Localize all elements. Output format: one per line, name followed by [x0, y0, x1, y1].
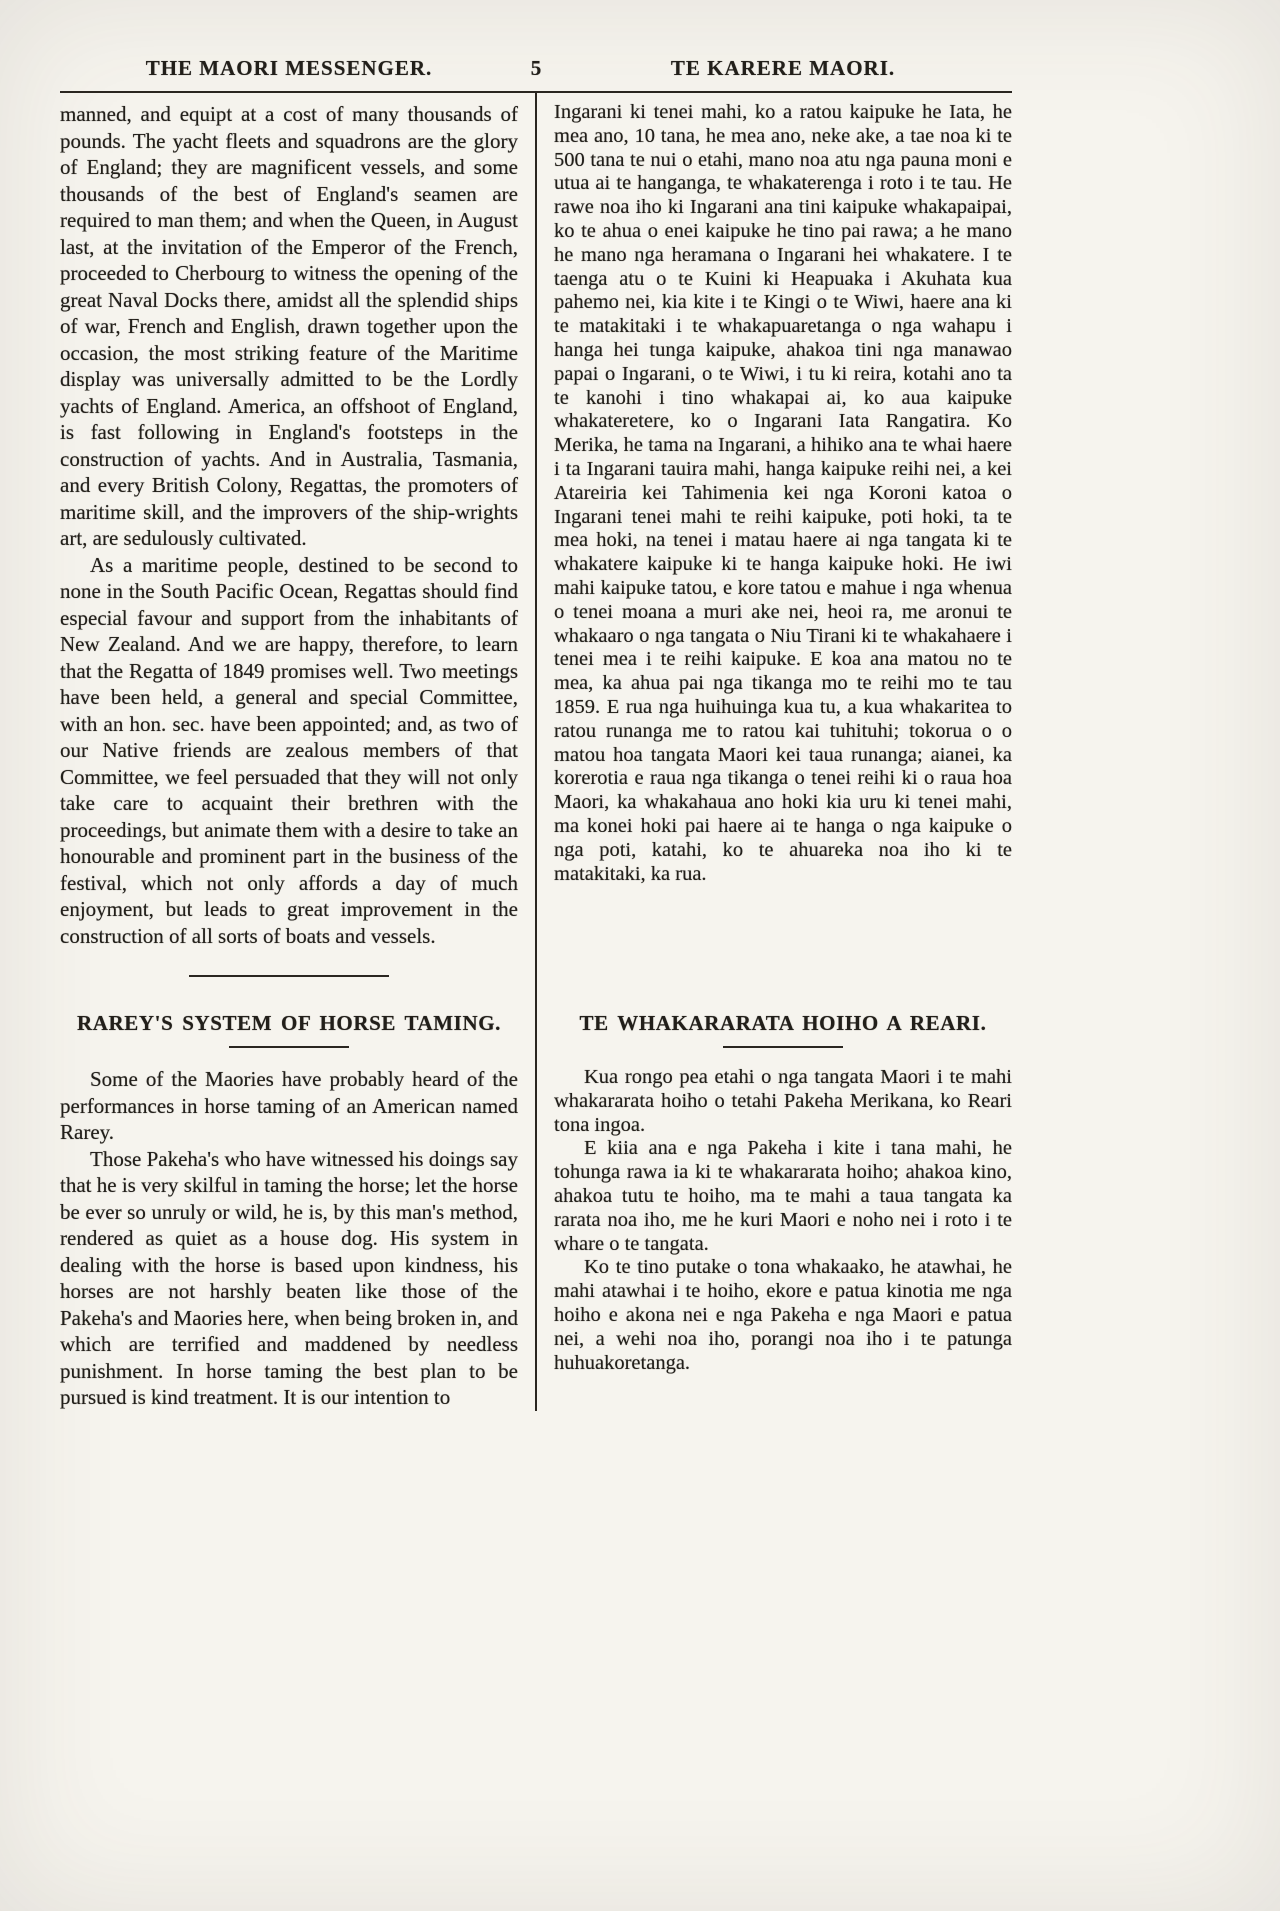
page-number: 5 [530, 56, 542, 80]
maori-section-paragraph: Kua rongo pea etahi o nga tangata Maori i te mahi whakararata hoiho o tetahi Pakeha Merikana, ko Reari tona ingoa. [554, 1066, 1012, 1136]
english-section-heading: RAREY'S SYSTEM OF HORSE TAMING. [76, 1011, 502, 1035]
article-separator-rule [189, 975, 389, 977]
english-column-section [60, 949, 518, 1411]
maori-section-paragraph: E kiia ana e nga Pakeha i kite i tana mahi, he tohunga rawa ia ki te whakararata hoiho; ahakoa kino, ahakoa tutu te hoiho, ma te mahi a taua tangata ka rarata noa iho, me he kuri Maori e noho nei i roto i te whare o te tangata. [554, 1137, 1012, 1255]
two-column-body [60, 93, 1012, 1411]
english-article-paragraph: manned, and equipt at a cost of many thousands of pounds. The yacht fleets and squadrons are the glory of England; they are magnificent vessels, and some thousands of the best of England's seamen are required to man them; and when the Queen, in August last, at the invitation of the Emperor of the French, proceeded to Cherbourg to witness the opening of the great Naval Docks there, amidst all the splendid ships of war, French and English, drawn together upon the occasion, the most striking feature of the Maritime display was universally admitted to be the Lordly yachts of England. America, an offshoot of England, is fast following in England's footsteps in the construction of yachts. And in Australia, Tasmania, and every British Colony, Regattas, the promoters of maritime skill, and the improvers of the ship-wrights art, are sedulously cultivated. [60, 102, 518, 550]
english-section-paragraph: Those Pakeha's who have witnessed his doings say that he is very skilful in taming the horse; let the horse be ever so unruly or wild, he is, by this man's method, rendered as quiet as a house dog. His system in dealing with the horse is based upon kindness, his horses are not harshly beaten like those of the Pakeha's and Maories here, when being broken in, and which are terrified and maddened by needless punishment. In horse taming the best plan to be pursued is kind treatment. It is our intention to [60, 1146, 518, 1409]
printed-area [60, 56, 1012, 1411]
masthead [60, 56, 1012, 93]
column-divider-rule [535, 93, 537, 1411]
masthead-right-title: TE KARERE MAORI. [670, 56, 896, 80]
english-column-article [60, 101, 518, 949]
heading-underline-rule [229, 1046, 349, 1048]
maori-article-paragraph: Ingarani ki tenei mahi, ko a ratou kaipuke he Iata, he mea ano, 10 tana, he mea ano, neke ake, a tae noa ki te 500 tana te nui o etahi, mano noa atu nga pauna moni e utua ai te hanganga, te whakaterenga i roto i te tau. He rawe noa iho ki Ingarani ana tini kaipuke whakapaipai, ko te ahua o enei kaipuke he tino pai rawa; a he mano he mano nga heramana o Ingarani hei whakatere. I te taenga atu o te Kuini ki Heapuaka i Akuhata kua pahemo nei, kia kite i te Kingi o te Wiwi, haere ana ki te matakitaki i te whakapuaretanga o nga wahapu i hanga hei tunga kaipuke, ahakoa tini nga manawao papai o Ingarani, o te Wiwi, i tu ki reira, kotahi ano ta te kanohi i tino whakapai ai, ko aua kaipuke whakateretere, ko o Ingarani Iata Rangatira. Ko Merika, he tama na Ingarani, a hihiko ana te whai haere i ta Ingarani tauira mahi, hanga kaipuke reihi nei, a kei Atareiria kei Tahimenia kei nga Koroni katoa o Ingarani tenei mahi te reihi kaipuke, poti hoki, ta te mea hoki, na tenei i matau haere ai nga tangata ki te whakatere kaipuke ki te hanga kaipuke hoki. He iwi mahi kaipuke tatou, e kore tatou e mahue i nga whenua o tenei moana a muri ake nei, heoi ra, me aronui te whakaaro o nga tangata o Niu Tirani ki te whakahaere i tenei mea i te reihi kaipuke. E koa ana matou no te mea, ka ahua pai nga tikanga mo te reihi mo te tau 1859. E rua nga huihuinga kua tu, a kua whakaritea to ratou runanga me to ratou kai tuhituhi; tokorua o o matou hoa tangata Maori kei taua runanga; aianei, ka korerotia e raua nga tikanga o tenei reihi ki o raua hoa Maori, ka whakahaua ano hoki kia uru ki tenei mahi, ma konei hoki pai haere ai te hanga o nga kaipuke o nga poti, katahi, ko te ahuareka noa iho ki te matakitaki, ka rua. [554, 101, 1012, 885]
heading-underline-rule [723, 1046, 843, 1048]
maori-column-section [554, 949, 1012, 1411]
english-section-paragraph: Some of the Maories have probably heard of the performances in horse taming of an American named Rarey. [60, 1067, 518, 1144]
maori-column-article [554, 101, 1012, 949]
maori-section-paragraph: Ko te tino putake o tona whakaako, he atawhai, he mahi atawhai i te hoiho, ekore e patua kinotia me nga hoiho e akona nei e nga Pakeha e nga Maori e patua nei, a wehi noa iho, porangi noa iho i te patunga huhuakoretanga. [554, 1256, 1012, 1374]
english-article-paragraph: As a maritime people, destined to be second to none in the South Pacific Ocean, Regattas should find especial favour and support from the inhabitants of New Zealand. And we are happy, therefore, to learn that the Regatta of 1849 promises well. Two meetings have been held, a general and special Committee, with an hon. sec. have been appointed; and, as two of our Native friends are zealous members of that Committee, we feel persuaded that they will not only take care to acquaint their brethren with the proceedings, but animate them with a desire to take an honourable and prominent part in the business of the festival, which not only affords a day of much enjoyment, but leads to great improvement in the construction of all sorts of boats and vessels. [60, 552, 518, 948]
maori-section-heading: TE WHAKARARATA HOIHO A REARI. [579, 1011, 987, 1035]
masthead-left-title: THE MAORI MESSENGER. [145, 56, 433, 80]
